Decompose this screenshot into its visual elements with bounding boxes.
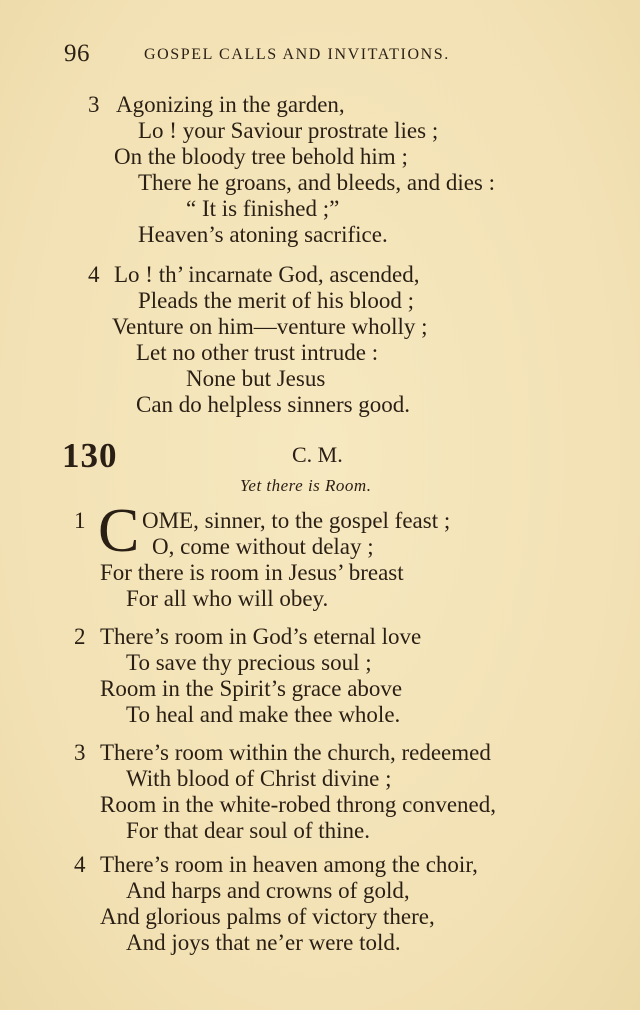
running-title: GOSPEL CALLS AND INVITATIONS. <box>144 46 450 63</box>
verse-line: Pleads the merit of his blood ; <box>138 288 414 313</box>
verse-line: And glorious palms of victory there, <box>100 904 435 929</box>
verse-number: 3 <box>74 740 86 765</box>
verse-number: 2 <box>74 624 86 649</box>
page-number: 96 <box>64 40 90 67</box>
verse-line: O, come without delay ; <box>152 534 374 559</box>
verse-line: Venture on him—venture wholly ; <box>112 314 428 339</box>
verse-number: 1 <box>74 508 86 533</box>
verse-line: Lo ! your Saviour prostrate lies ; <box>138 118 439 143</box>
verse-line: There’s room within the church, redeemed <box>100 740 491 765</box>
verse-number: 4 <box>88 262 100 287</box>
drop-cap: C <box>98 497 140 565</box>
verse-line: To heal and make thee whole. <box>126 702 401 727</box>
verse-line: To save thy precious soul ; <box>126 650 372 675</box>
verse-line: With blood of Christ divine ; <box>126 766 392 791</box>
verse-number: 4 <box>74 852 86 877</box>
verse-line: OME, sinner, to the gospel feast ; <box>142 508 451 533</box>
verse-line: There’s room in God’s eternal love <box>100 624 422 649</box>
verse-line: On the bloody tree behold him ; <box>114 144 408 169</box>
verse-line: Lo ! th’ incarnate God, ascended, <box>114 262 420 287</box>
verse-line: Room in the white-robed throng convened, <box>100 792 497 817</box>
verse-line: Heaven’s atoning sacrifice. <box>138 222 388 247</box>
verse-line: For all who will obey. <box>126 586 329 611</box>
verse-number: 3 <box>88 92 100 117</box>
verse-line: None but Jesus <box>186 366 326 391</box>
hymn-meter: C. M. <box>292 442 343 467</box>
verse-line: Agonizing in the garden, <box>116 92 345 117</box>
verse-line: There’s room in heaven among the choir, <box>100 852 478 877</box>
verse-line: For that dear soul of thine. <box>126 818 371 843</box>
verse-line: For there is room in Jesus’ breast <box>100 560 404 585</box>
verse-line: Room in the Spirit’s grace above <box>100 676 403 701</box>
verse-line: And joys that ne’er were told. <box>126 930 401 955</box>
verse-line: And harps and crowns of gold, <box>126 878 410 903</box>
verse-line: There he groans, and bleeds, and dies : <box>138 170 496 195</box>
verse-line: Can do helpless sinners good. <box>136 392 411 417</box>
hymn-number: 130 <box>62 436 118 475</box>
verse-line: Let no other trust intrude : <box>136 340 379 365</box>
page-header <box>64 40 584 72</box>
verse-line: “ It is finished ;” <box>186 196 340 221</box>
hymn-subtitle: Yet there is Room. <box>240 476 372 495</box>
